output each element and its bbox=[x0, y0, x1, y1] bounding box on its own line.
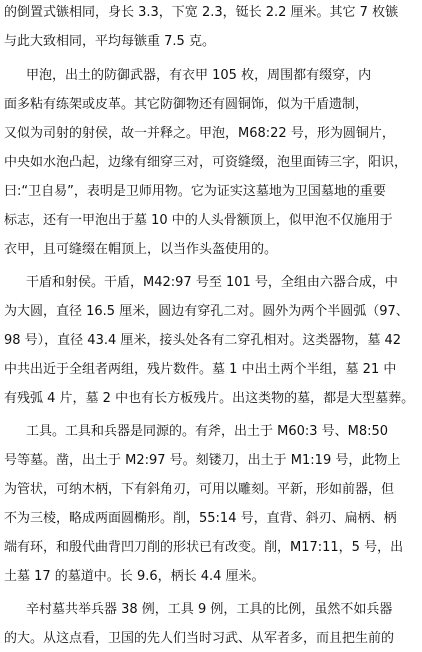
text-line: 又似为司射的射侯，故一并释之。甲泡，M68:22 号，形为圆铜片， bbox=[4, 126, 395, 141]
text-line: 不为三棱，略成两面圆椭形。削，55:14 号，直背、斜刃、扁柄、柄 bbox=[4, 511, 397, 526]
text-line: 工具。工具和兵器是同源的。有斧，出土于 M60:3 号、M8:50 bbox=[26, 424, 389, 439]
text-line: 与此大致相同，平均每镞重 7.5 克。 bbox=[4, 34, 215, 49]
text-line: 98 号），直径 43.4 厘米，接头处各有二穿孔相对。这类器物，墓 42 bbox=[4, 333, 402, 348]
text-line: 号等墓。凿，出土于 M2:97 号。刻镂刀，出土于 M1:19 号，此物上 bbox=[4, 453, 401, 468]
text-line: 标志，还有一甲泡出于墓 10 中的人头骨额顶上，似甲泡不仅施用于 bbox=[4, 213, 393, 228]
text-line: 为管状，可纳木柄，下有斜角刃，可用以雕刻。平新，形如前器，但 bbox=[4, 482, 395, 497]
text-line: 土墓 17 的墓道中。长 9.6，柄长 4.4 厘米。 bbox=[4, 569, 265, 584]
text-line: 干盾和射侯。干盾，M42:97 号至 101 号，全组由六器合成，中 bbox=[26, 275, 398, 290]
text-line: 甲泡，出土的防御武器，有衣甲 105 枚，周围都有缀穿，内 bbox=[26, 68, 372, 83]
text-line: 面多粘有练架或皮革。其它防御物还有圆铜饰，似为干盾遗制， bbox=[4, 97, 369, 112]
text-line: 端有环，和殷代曲背凹刀削的形状已有改变。削，M17:11，5 号，出 bbox=[4, 540, 404, 555]
text-line: 中共出近于全组者两组，残片数件。墓 1 中出土两个半组，墓 21 中 bbox=[4, 362, 397, 377]
text-line: 有残弧 4 片，墓 2 中也有长方板残片。出这类物的墓，都是大型墓葬。 bbox=[4, 391, 415, 406]
text-line: 曰:“卫自易”，表明是卫师用物。它为证实这墓地为卫国墓地的重要 bbox=[4, 184, 386, 199]
text-line: 辛村墓共举兵器 38 例，工具 9 例，工具的比例，虽然不如兵器 bbox=[26, 602, 393, 617]
text-line: 的大。从这点看，卫国的先人们当时习武、从军者多，而且把生前的 bbox=[4, 631, 395, 646]
text-line: 的倒置式镞相同，身长 3.3，下宽 2.3，铤长 2.2 厘米。其它 7 枚镞 bbox=[4, 5, 399, 20]
text-line: 中央如水泡凸起，边缘有细穿三对，可资缝缀，泡里面铸三字，阳识， bbox=[4, 155, 408, 170]
text-line: 为大圆，直径 16.5 厘米，圆边有穿孔二对。圆外为两个半圆弧（97、 bbox=[4, 304, 409, 319]
text-line: 衣甲，且可缝缀在帽顶上，以当作头盔使用的。 bbox=[4, 242, 278, 257]
